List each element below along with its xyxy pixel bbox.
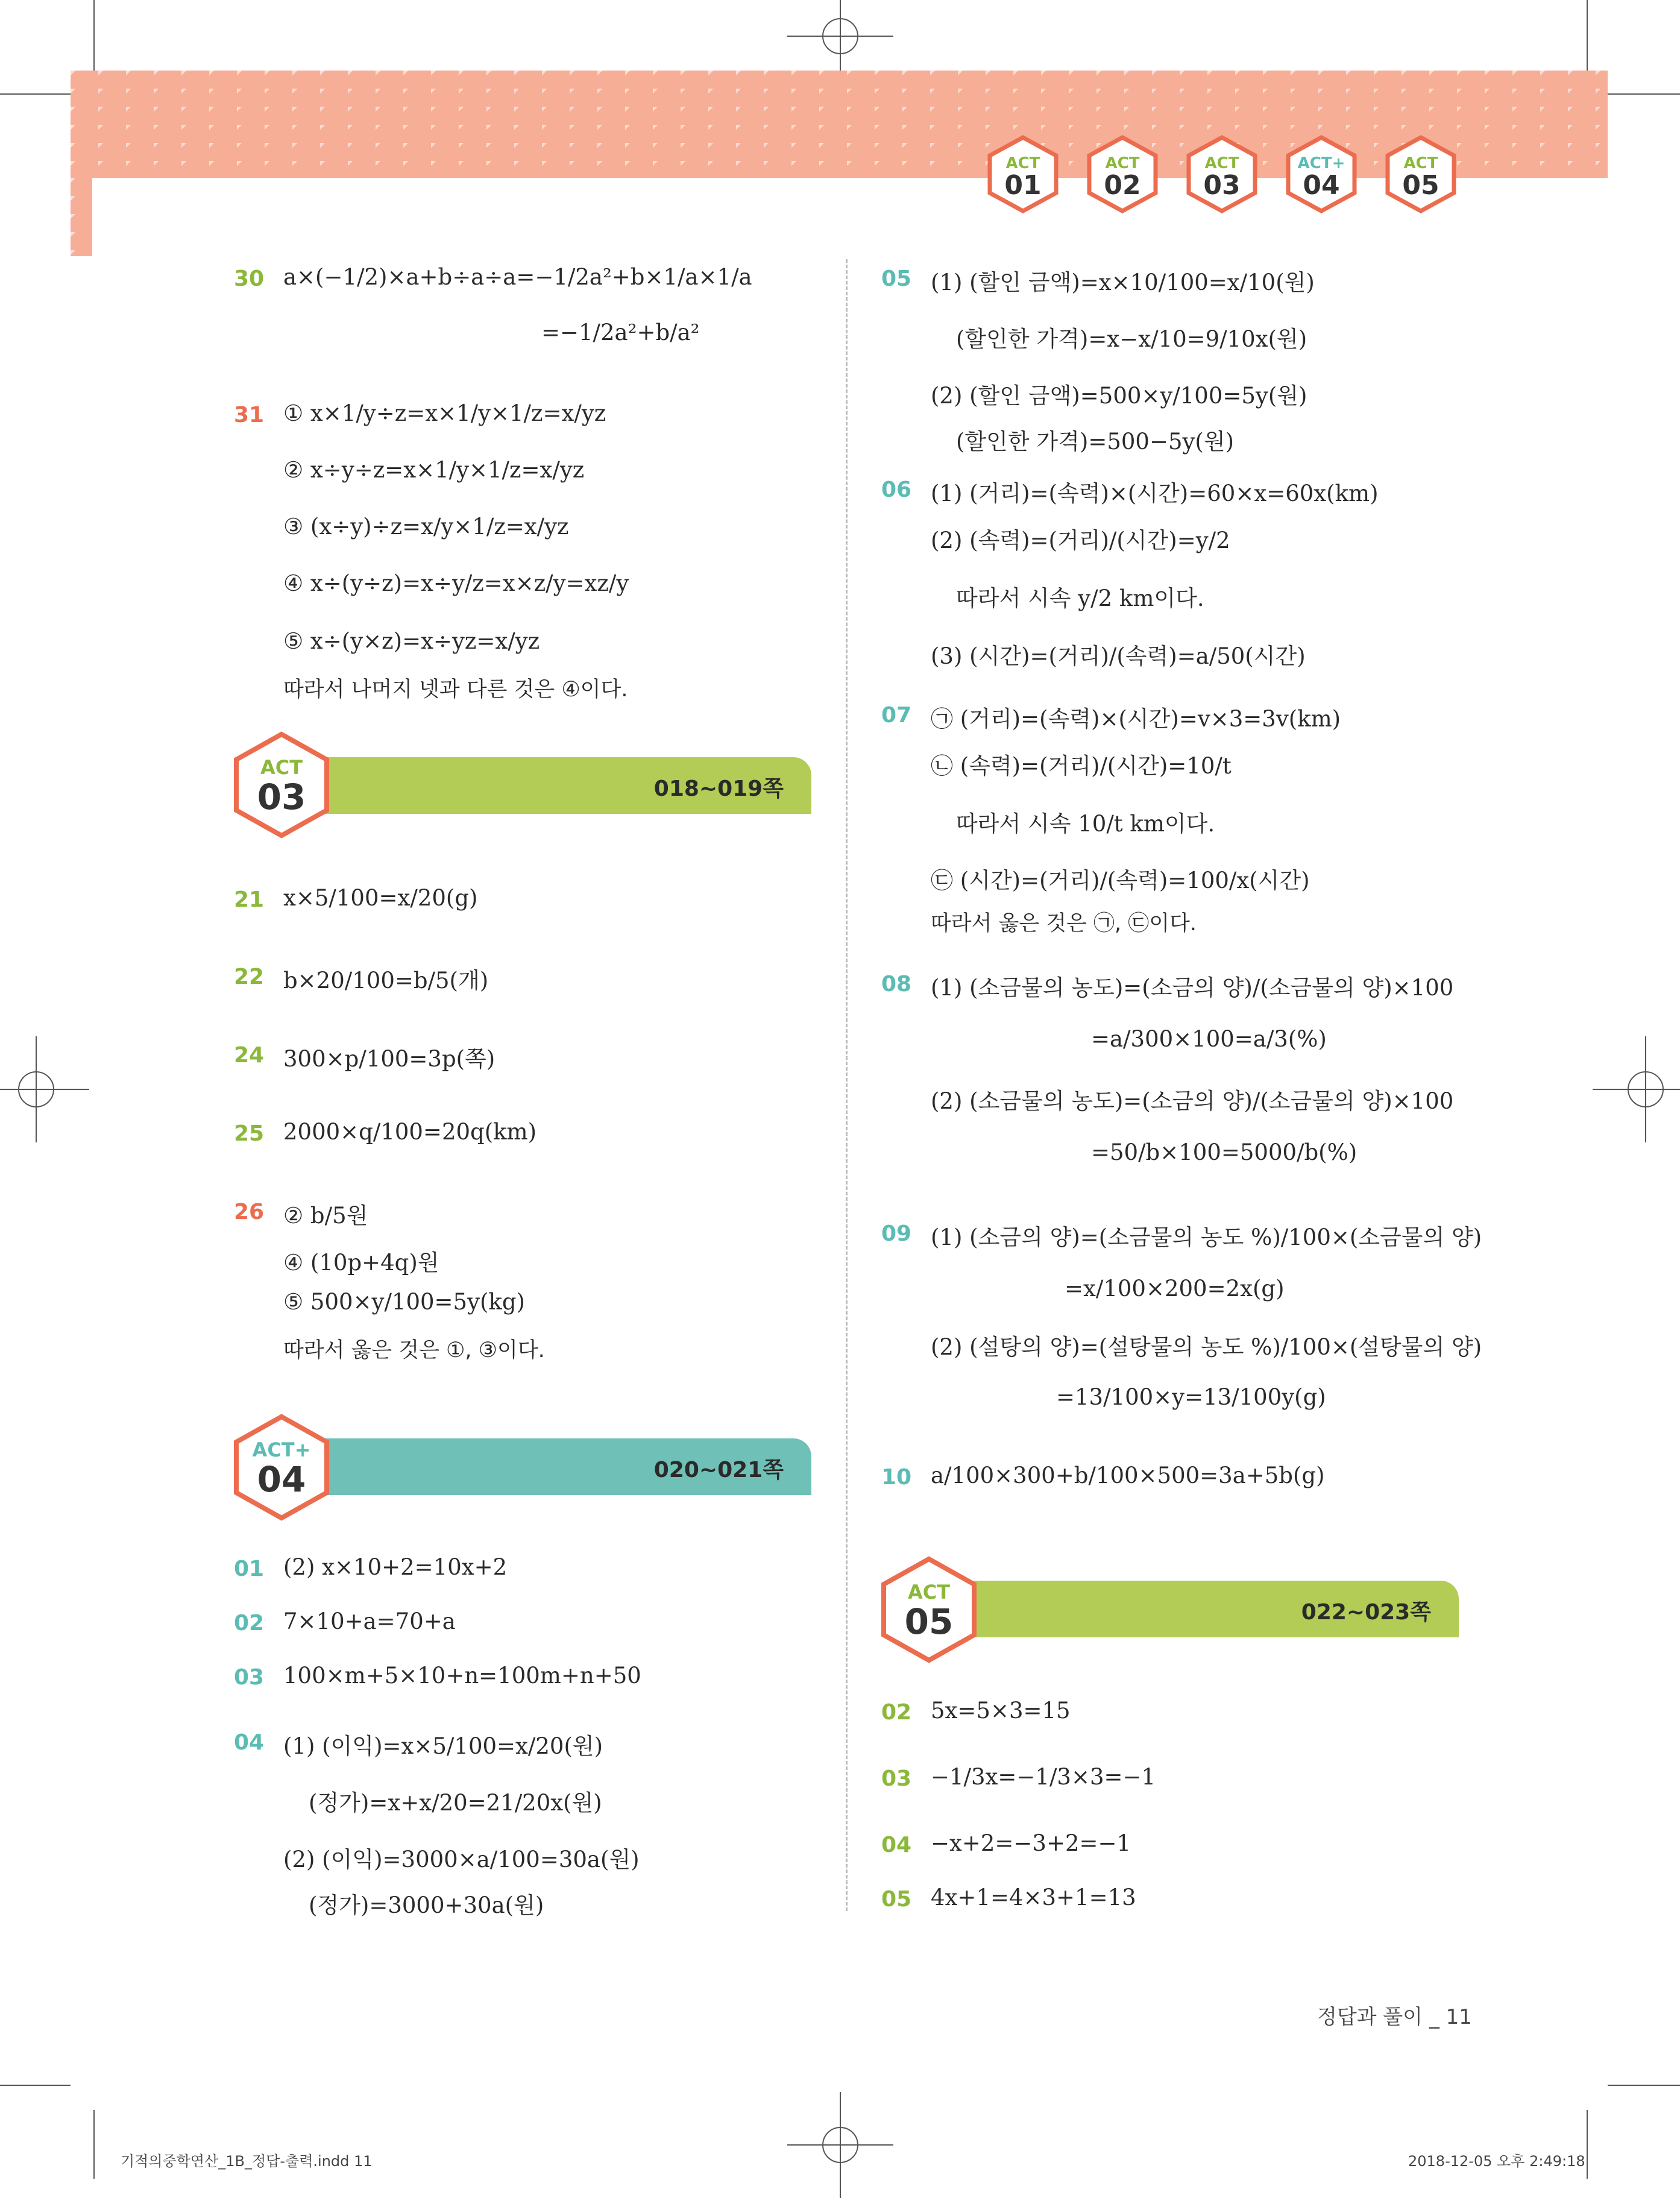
question-number: 31 — [234, 403, 265, 427]
answer-line: (2) (설탕의 양)=(설탕물의 농도 %)/100×(설탕물의 양) — [931, 1334, 1482, 1360]
section-badge-act03 — [230, 731, 333, 839]
answer-line: 7×10+a=70+a — [283, 1608, 456, 1634]
registration-mark — [1628, 1071, 1664, 1107]
page-footer-label: 정답과 풀이 _ 11 — [1317, 2005, 1472, 2029]
question-number: 26 — [234, 1200, 265, 1224]
section-badge-act04 — [230, 1413, 333, 1522]
answer-line: (할인한 가격)=500−5y(원) — [956, 429, 1235, 455]
answer-line: a/100×300+b/100×500=3a+5b(g) — [931, 1463, 1325, 1488]
question-number: 09 — [881, 1221, 912, 1246]
header-banner-tab — [71, 178, 92, 256]
answer-line: x×5/100=x/20(g) — [283, 885, 478, 911]
answer-line: b×20/100=b/5(개) — [283, 968, 489, 994]
registration-mark — [822, 18, 858, 54]
answer-line: ① x×1/y÷z=x×1/y×1/z=x/yz — [283, 400, 606, 426]
answer-line: ④ (10p+4q)원 — [283, 1250, 439, 1276]
answer-line: ② b/5원 — [283, 1203, 368, 1229]
badge-number: 03 — [1203, 170, 1241, 201]
badge-label: ACT+ — [252, 1438, 311, 1461]
section-bar-act05 — [932, 1581, 1459, 1637]
answer-line: =−1/2a²+b/a² — [541, 320, 700, 345]
answer-line: 5x=5×3=15 — [931, 1698, 1071, 1724]
answer-line: ④ x÷(y÷z)=x÷y/z=x×z/y=xz/y — [283, 570, 629, 596]
answer-line: 따라서 옳은 것은 ①, ③이다. — [283, 1338, 545, 1362]
question-number: 05 — [881, 266, 912, 291]
crop-mark — [1608, 2085, 1680, 2086]
question-number: 24 — [234, 1043, 265, 1068]
answer-line: (1) (거리)=(속력)×(시간)=60×x=60x(km) — [931, 480, 1379, 506]
registration-mark — [18, 1071, 54, 1107]
answer-line: 300×p/100=3p(쪽) — [283, 1046, 496, 1072]
answer-line: (2) (속력)=(거리)/(시간)=y/2 — [931, 527, 1230, 553]
answer-line: (3) (시간)=(거리)/(속력)=a/50(시간) — [931, 643, 1306, 669]
badge-label: ACT — [260, 756, 303, 779]
badge-label: ACT — [1403, 154, 1438, 172]
answer-line: 따라서 시속 10/t km이다. — [956, 811, 1215, 837]
answer-line: 2000×q/100=20q(km) — [283, 1119, 537, 1145]
badge-number: 02 — [1104, 170, 1141, 201]
section-pages: 018~019쪽 — [653, 776, 784, 801]
badge-number: 04 — [1303, 170, 1340, 201]
act-badge-05[interactable] — [1382, 135, 1460, 213]
question-number: 01 — [234, 1557, 265, 1581]
badge-label: ACT — [1005, 154, 1040, 172]
answer-line: ㉠ (거리)=(속력)×(시간)=v×3=3v(km) — [931, 706, 1341, 732]
badge-number: 01 — [1004, 170, 1042, 201]
answer-line: (2) (소금물의 농도)=(소금의 양)/(소금물의 양)×100 — [931, 1088, 1454, 1114]
answer-line: (1) (소금물의 농도)=(소금의 양)/(소금물의 양)×100 — [931, 975, 1454, 1001]
question-number: 22 — [234, 965, 265, 989]
header-banner — [71, 71, 1608, 178]
print-file-name: 기적의중학연산_1B_정답-출력.indd 11 — [121, 2153, 373, 2170]
badge-label: ACT — [907, 1581, 951, 1604]
answer-line: 4x+1=4×3+1=13 — [931, 1885, 1136, 1910]
question-number: 06 — [881, 477, 912, 502]
section-bar-act04 — [283, 1438, 811, 1495]
column-divider — [846, 259, 848, 1911]
question-number: 08 — [881, 972, 912, 997]
answer-line: ② x÷y÷z=x×1/y×1/z=x/yz — [283, 457, 585, 483]
crop-mark — [0, 93, 71, 95]
crop-mark — [93, 0, 95, 71]
answer-line: =13/100×y=13/100y(g) — [1056, 1384, 1326, 1410]
question-number: 02 — [234, 1611, 265, 1636]
badge-number: 05 — [904, 1601, 954, 1642]
answer-line: =50/b×100=5000/b(%) — [1091, 1139, 1358, 1165]
answer-line: 따라서 나머지 넷과 다른 것은 ④이다. — [283, 678, 628, 702]
answer-line: ⑤ 500×y/100=5y(kg) — [283, 1289, 525, 1315]
badge-number: 04 — [257, 1459, 306, 1500]
badge-label: ACT+ — [1297, 154, 1345, 172]
question-number: 21 — [234, 887, 265, 912]
answer-line: ⑤ x÷(y×z)=x÷yz=x/yz — [283, 628, 540, 654]
badge-label: ACT — [1204, 154, 1239, 172]
act-badge-04[interactable] — [1282, 135, 1361, 213]
crop-mark — [0, 2085, 71, 2086]
answer-line: (2) (이익)=3000×a/100=30a(원) — [283, 1847, 640, 1872]
answer-line: 100×m+5×10+n=100m+n+50 — [283, 1663, 641, 1689]
answer-line: ㉡ (속력)=(거리)/(시간)=10/t — [931, 753, 1232, 779]
question-number: 04 — [881, 1833, 912, 1857]
act-badge-02[interactable] — [1083, 135, 1162, 213]
badge-number: 03 — [257, 776, 306, 817]
answer-line: 따라서 옳은 것은 ㉠, ㉢이다. — [931, 912, 1197, 936]
question-number: 07 — [881, 703, 912, 728]
question-number: 10 — [881, 1465, 912, 1490]
answer-line: −1/3x=−1/3×3=−1 — [931, 1764, 1156, 1790]
section-badge-act05 — [878, 1555, 980, 1664]
answer-line: (정가)=3000+30a(원) — [309, 1892, 544, 1918]
answer-line: =x/100×200=2x(g) — [1065, 1276, 1285, 1302]
crop-mark — [1608, 93, 1680, 95]
answer-line: −x+2=−3+2=−1 — [931, 1830, 1131, 1856]
answer-line: (1) (소금의 양)=(소금물의 농도 %)/100×(소금물의 양) — [931, 1224, 1482, 1250]
question-number: 02 — [881, 1700, 912, 1725]
crop-mark — [93, 2110, 95, 2179]
crop-mark — [1587, 0, 1588, 71]
print-date: 2018-12-05 오후 2:49:18 — [1408, 2153, 1585, 2170]
answer-line: ㉢ (시간)=(거리)/(속력)=100/x(시간) — [931, 868, 1310, 893]
badge-number: 05 — [1402, 170, 1439, 201]
registration-mark — [822, 2127, 858, 2163]
question-number: 03 — [881, 1766, 912, 1791]
act-badge-03[interactable] — [1183, 135, 1261, 213]
answer-line: (2) x×10+2=10x+2 — [283, 1554, 508, 1580]
badge-label: ACT — [1105, 154, 1140, 172]
question-number: 03 — [234, 1665, 265, 1690]
act-badge-01[interactable] — [984, 135, 1062, 213]
answer-line: ③ (x÷y)÷z=x/y×1/z=x/yz — [283, 514, 569, 540]
question-number: 05 — [881, 1887, 912, 1912]
answer-line: (1) (할인 금액)=x×10/100=x/10(원) — [931, 269, 1315, 295]
answer-line: 따라서 시속 y/2 km이다. — [956, 585, 1204, 611]
answer-line: (할인한 가격)=x−x/10=9/10x(원) — [956, 326, 1307, 352]
answer-line: (정가)=x+x/20=21/20x(원) — [309, 1790, 602, 1816]
section-pages: 020~021쪽 — [653, 1458, 784, 1482]
question-number: 25 — [234, 1121, 265, 1146]
answer-line: a×(−1/2)×a+b÷a÷a=−1/2a²+b×1/a×1/a — [283, 264, 752, 290]
question-number: 04 — [234, 1730, 265, 1755]
answer-line: =a/300×100=a/3(%) — [1091, 1026, 1327, 1052]
answer-line: (2) (할인 금액)=500×y/100=5y(원) — [931, 383, 1307, 409]
question-number: 30 — [234, 266, 265, 291]
crop-mark — [1587, 2110, 1588, 2179]
answer-line: (1) (이익)=x×5/100=x/20(원) — [283, 1733, 603, 1759]
section-pages: 022~023쪽 — [1301, 1600, 1431, 1625]
section-bar-act03 — [283, 757, 811, 814]
